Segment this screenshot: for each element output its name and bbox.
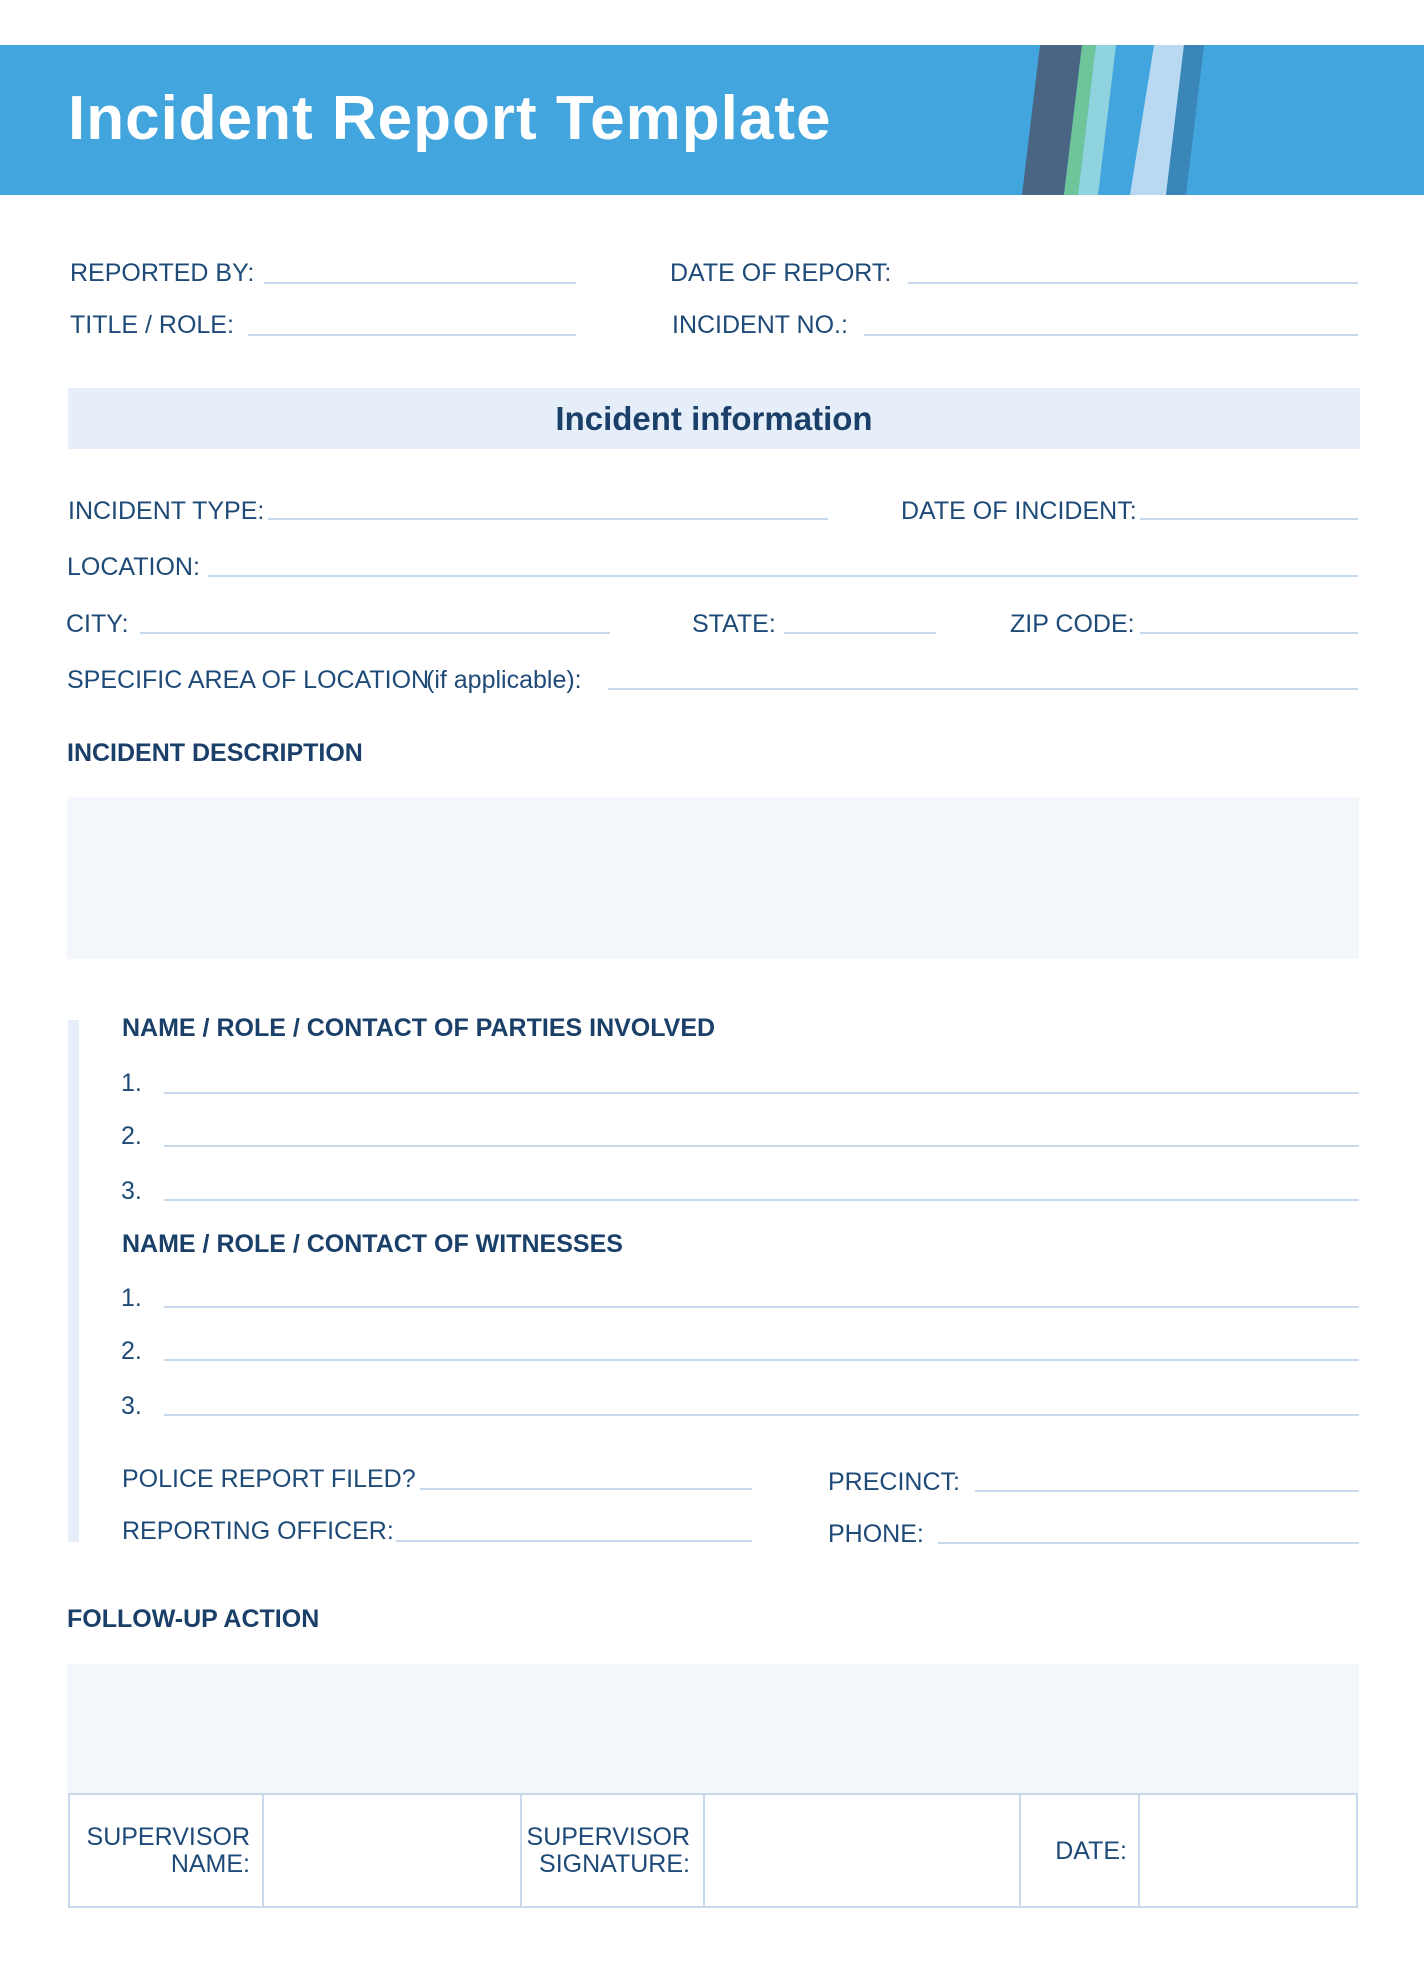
supervisor-signature-line2: SIGNATURE: [539,1850,690,1878]
incident-type-field[interactable] [268,518,828,520]
supervisor-name-line2: NAME: [170,1850,250,1878]
witnesses-line-2[interactable] [164,1359,1359,1361]
state-field[interactable] [784,632,936,634]
location-label: LOCATION: [67,553,200,581]
follow-up-heading: FOLLOW-UP ACTION [67,1605,320,1633]
witnesses-line-1[interactable] [164,1306,1359,1308]
incident-description-heading: INCIDENT DESCRIPTION [67,739,363,767]
parties-line-2[interactable] [164,1145,1359,1147]
parties-item-number: 2. [121,1122,142,1150]
if-applicable-label: (if applicable): [426,666,582,694]
witnesses-item-number: 2. [121,1337,142,1365]
follow-up-textarea[interactable] [67,1664,1359,1793]
city-field[interactable] [140,632,610,634]
parties-line-3[interactable] [164,1199,1359,1201]
phone-field[interactable] [938,1542,1359,1544]
witnesses-heading: NAME / ROLE / CONTACT OF WITNESSES [122,1230,623,1258]
supervisor-date-label: DATE: [1055,1837,1127,1865]
incident-no-label: INCIDENT NO.: [672,311,848,339]
zip-code-label: ZIP CODE: [1010,610,1135,638]
phone-label: PHONE: [828,1520,924,1548]
city-label: CITY: [66,610,129,638]
title-role-label: TITLE / ROLE: [70,311,234,339]
title-role-field[interactable] [248,334,576,336]
location-field[interactable] [208,575,1358,577]
zip-code-field[interactable] [1140,632,1358,634]
specific-area-field[interactable] [608,688,1358,690]
header-banner [0,45,1424,195]
supervisor-name-line1: SUPERVISOR [86,1823,250,1851]
reported-by-field[interactable] [264,282,576,284]
incident-description-textarea[interactable] [67,797,1359,959]
supervisor-signature-line1: SUPERVISOR [526,1823,690,1851]
police-report-filed-label: POLICE REPORT FILED? [122,1465,416,1493]
police-report-filed-field[interactable] [420,1488,752,1490]
incident-no-field[interactable] [864,334,1358,336]
date-of-incident-label: DATE OF INCIDENT: [901,497,1137,525]
parties-item-number: 1. [121,1069,142,1097]
witnesses-item-number: 3. [121,1392,142,1420]
state-label: STATE: [692,610,776,638]
parties-heading: NAME / ROLE / CONTACT OF PARTIES INVOLVED [122,1014,716,1042]
precinct-label: PRECINCT: [828,1468,960,1496]
parties-line-1[interactable] [164,1092,1359,1094]
reporting-officer-label: REPORTING OFFICER: [122,1517,394,1545]
parties-item-number: 3. [121,1177,142,1205]
witnesses-line-3[interactable] [164,1414,1359,1416]
accent-bar [68,1020,79,1542]
supervisor-date-field[interactable] [1140,1795,1356,1906]
section-title: Incident information [555,400,873,437]
witnesses-item-number: 1. [121,1284,142,1312]
reported-by-label: REPORTED BY: [70,259,255,287]
supervisor-signature-label [522,1824,690,1878]
supervisor-name-field[interactable] [264,1795,520,1906]
supervisor-name-label [70,1824,250,1878]
precinct-field[interactable] [975,1490,1359,1492]
date-of-report-field[interactable] [908,282,1358,284]
supervisor-table [68,1793,1358,1908]
decorative-stripes [0,45,1424,195]
supervisor-signature-field[interactable] [705,1795,1019,1906]
date-of-report-label: DATE OF REPORT: [670,259,892,287]
reporting-officer-field[interactable] [396,1540,752,1542]
incident-type-label: INCIDENT TYPE: [68,497,265,525]
specific-area-label: SPECIFIC AREA OF LOCATION [67,666,430,694]
date-of-incident-field[interactable] [1140,518,1358,520]
section-band-incident-information [68,388,1360,449]
page-title: Incident Report Template [68,84,832,153]
